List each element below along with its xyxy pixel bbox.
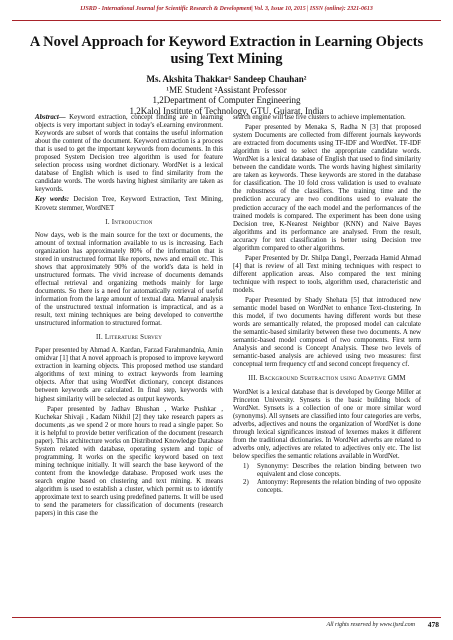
institution: 1,2Kalol Institute of Technology, GTU, Gujarat, India [129,105,324,116]
journal-header-text: IJSRD - International Journal for Scientific Research & Development| Vol. 3, Issue 10, 2015 | ISSN (online): 2321-0613 [80,6,373,12]
list-item [245,479,421,495]
literature-paragraph: Paper presented by Ahmad A. Kardan, Farzad Farahmandnia, Amin omidvar [1] that A novel approach is proposed to improve keyword extraction in learning objects. This proposed method use standard algorithms of text mining to extract keywords from learning objects. After that using WordNet dictionary, concept distances between keywords are calculated. In final step, keywords with highest similarity will be selected as output keywords. [35,347,223,403]
author-names: Ms. Akshita Thakkar¹ Sandeep Chauhan² [146,74,307,84]
section-heading-background [233,375,421,383]
paper-title: A Novel Approach for Keyword Extraction in Learning Objects using Text Mining [29,34,424,67]
background-text: WordNet is a lexical database that is developed by George Miller at Princeton University. Synsets is the basic building block of WordNet. Synsets is a collection of one or more similar word (synonyms). All synsets are classified into four categories are verbs, adverbs, adjectives and nouns the organization of WordNet is done through lexical significances instead of lexemes makes it different from the traditional dictionaries. In WordNet adverbs are related to adverbs only, adjectives are related to adjectives only etc. The list below specifies the semantic relations available in WordNet. [233,388,421,460]
journal-header [12,4,441,21]
section-title: Introduction [111,218,153,226]
section-number: II. [95,334,103,342]
list-text: Antonymy: Represents the relation binding of two opposite concepts. [257,479,421,495]
right-column [233,114,421,495]
left-column [35,114,223,520]
introduction-text: Now days, web is the main source for the text or documents, the amount of textual information available to us is increasing. Each organization has approximately 80% of the information that is stored in unstructured format like reports, news and email etc. This shows that approximately 90% of the world's data is held in unstructured formats. The vivid increase of documents demands effectual retrieval and organizing methods mainly for large documents. So there is a need for automatically retrieval of useful information from the large amount of textual data. Manual analysis of the unstructured textual information is impractical, and as a result, text mining techniques are being developed to convertthe unstructured information to structured format. [35,231,223,328]
section-heading-introduction [35,219,223,227]
section-number: III. [248,375,258,383]
list-text: Synonymy: Describes the relation binding between two equivalent and close concepts. [257,462,421,478]
relation-list [233,463,421,495]
abstract-label: Abstract— [35,114,66,121]
literature-paragraph: search engine will use five clusters to achieve implementation. [233,114,406,121]
abstract-text: Keyword extraction, concept finding are in learning objects is very important subject in today's eLearning environment. Keywords are subset of words that contains the useful information about the content of the document. Keyword extraction is a process that is used to get the important keywords from documents. In this proposed System Decision tree algorithm is used for feature selection process using wordnet dictionary. WordNet is a lexical database of English which is used to find similarity from the candidate words. The words having highest similarity are taken as keywords. [35,114,223,194]
department: 1,2Department of Computer Engineering [152,95,301,105]
literature-paragraph: Paper Presented by Shady Shehata [5] that introduced new semantic model based on WordNet to enhance Text-clustering. In this model, if two documents having different words but these words are semantically related, the proposed model can calculate the semantic-based similarity between these two documents. A new semantic-based model composed of two components. First term Analysis and second is Concept Analysis. These two levels of semantic-based analysis are achieved using two measures: first conceptual term frequency ctf and second concept frequency cf. [233,297,421,369]
section-title: Background Subtraction using Adaptive GMM [259,375,406,383]
page-footer [12,617,441,632]
list-number: 2) [243,479,249,487]
author-roles: ¹ME Student ²Assistant Professor [166,84,287,95]
page-number: 478 [427,620,439,629]
abstract [35,114,223,194]
section-title: Literature Survey [104,334,163,342]
section-number: I. [105,218,110,226]
literature-paragraph: Paper Presented by Dr. Shilpa Dang1, Peerzada Hamid Ahmad [4] that is review of all Text mining techniques with respect to different application areas. Also compared the text mining technique with respect to tools, algorithm used, characteristic and models. [233,254,421,294]
literature-paragraph: Paper presented by Menaka S, Radha N [3] that proposed system Documents are collected from different journals keywords are extracted from documents using TF-IDF and WordNet. TF-IDF algorithm is used to select the appropriate candidate words. WordNet is a lexical database of English that used to find similarity between the candidate words. The words having highest similarity are taken as keywords. These keywords are stored in the database for classification. The 10 fold cross validation is used to evaluate the robustness of the classifiers. The training time and the prediction accuracy are two conditions used to evaluate the prediction accuracy of the each model and the performances of the trained models is compared. The experiment has been done using Decision tree, K-Nearest Neighbor (KNN) and Naive Bayes algorithms and its performance are analysed. From the result, accuracy for text classification is better using Decision tree algorithm compared to other algorithms. [233,124,421,252]
list-number: 1) [243,462,249,470]
author-block [20,74,433,116]
keywords-text: Decision Tree, Keyword Extraction, Text Mining, Krovetz stemmer, WordNET [35,196,223,212]
literature-paragraph: Paper presented by Jadhav Bhushan , Warke Pushkar , Kuchekar Shivaji , Kadam Nikhil [2] they take research papers as documents ,as we spend 2 or more hours to read a single paper. So it is helpful to provide better verification of the document (research paper). This architecture works on Distributed Knowledge Database System related with database, operating system and topic of programming. It works on the specific keyword based on text mining technique initially. It will search the base keyword of the content from the knowledge database. Proposed work uses the search engine based on clustering and text mining. K means algorithm is used to establish a cluster, which permit us to identify approximate text to search using predefined patterns. It will be used to send the parameters for classification of documents (research papers) in this case the [35,405,223,518]
footer-rights: All rights reserved by www.ijsrd.com [326,622,415,628]
list-item [245,463,421,479]
section-heading-literature [35,334,223,342]
keywords-label: Key words: [35,196,70,204]
keywords [35,196,223,212]
